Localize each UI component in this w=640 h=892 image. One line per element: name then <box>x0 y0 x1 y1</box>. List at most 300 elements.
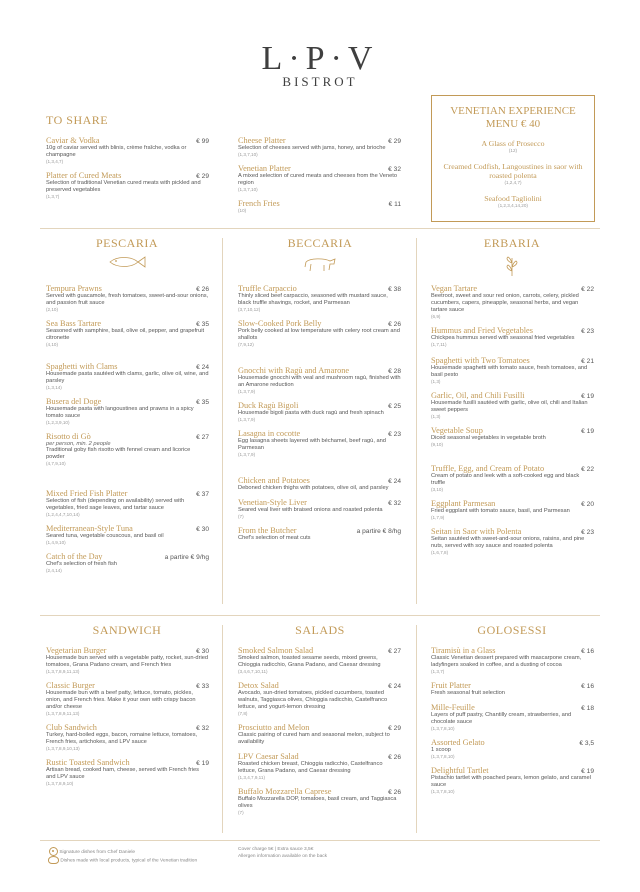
dish-description: Thinly sliced beef carpaccio, seasoned with mustard sauce, black truffle shavings, rocket, and Parmesan <box>238 293 388 306</box>
menu-item-row <box>238 752 401 761</box>
venetian-item <box>432 162 594 186</box>
venetian-item <box>432 194 594 209</box>
venetian-item-name: A Glass of Prosecco <box>481 139 545 148</box>
dish-name: Hummus and Fried Vegetables <box>431 326 533 335</box>
dish-name: Duck Ragù Bigoli <box>238 401 299 410</box>
golosessi-heading <box>422 623 602 638</box>
menu-item <box>238 752 401 781</box>
dish-price: € 30 <box>196 648 209 655</box>
dish-price: € 27 <box>388 648 401 655</box>
dish-price: € 30 <box>196 526 209 533</box>
menu-item <box>238 429 401 458</box>
dish-name: Sea Bass Tartare <box>46 319 102 328</box>
menu-item-row <box>431 646 594 655</box>
dish-name: Risotto di Gò <box>46 432 91 441</box>
dish-name: Assorted Gelato <box>431 738 485 747</box>
menu-item <box>46 524 209 546</box>
erbaria-title: ERBARIA <box>483 236 541 250</box>
menu-item-row <box>431 426 594 435</box>
menu-item <box>46 552 209 574</box>
dish-name: Club Sandwich <box>46 723 97 732</box>
menu-item-row <box>431 464 594 473</box>
dish-name: Mixed Fried Fish Platter <box>46 489 128 498</box>
menu-item-row <box>238 681 401 690</box>
menu-item <box>46 723 209 752</box>
dish-description: Chef's selection of fresh fish <box>46 561 117 567</box>
menu-item <box>46 432 209 467</box>
dish-description: A mixed selection of cured meats and cheeses from the Veneto region <box>238 173 398 186</box>
divider-col2 <box>416 238 417 604</box>
dish-description: Selection of traditional Venetian cured meats with pickled and preserved vegetables <box>46 180 201 193</box>
menu-item <box>431 703 594 732</box>
dish-allergens: (1,7,11) <box>431 342 447 347</box>
dish-description: Fried eggplant with tomato sauce, basil, and Parmesan <box>431 508 570 514</box>
divider-col1 <box>222 238 223 604</box>
golosessi-list <box>431 646 594 801</box>
menu-item-row <box>46 171 209 180</box>
menu-item-row <box>431 284 594 293</box>
sandwich-list <box>46 646 209 793</box>
dish-allergens: (1,6,7,8) <box>431 550 449 555</box>
dish-price: € 38 <box>388 286 401 293</box>
menu-item-row <box>46 432 209 441</box>
menu-item <box>431 464 594 493</box>
dish-allergens: (2,4,14) <box>46 568 62 573</box>
dish-price: € 16 <box>581 648 594 655</box>
menu-item-row <box>431 356 594 365</box>
dish-description: Chickpea hummus served with seasonal fried vegetables <box>431 335 575 341</box>
dish-allergens: (1,3,7) <box>46 194 60 199</box>
menu-item <box>431 391 594 420</box>
dish-allergens: (4,7,9,10) <box>46 461 66 466</box>
dish-allergens: (1,3,7,8,9,11,13) <box>46 669 80 674</box>
dish-name: Eggplant Parmesan <box>431 499 496 508</box>
dish-price: € 26 <box>388 321 401 328</box>
dish-description: Seared tuna, vegetable couscous, and basil oil <box>46 533 164 539</box>
dish-allergens: (4,10) <box>46 342 59 347</box>
divider-middle <box>40 615 600 616</box>
dish-name: Classic Burger <box>46 681 95 690</box>
dish-name: Prosciutto and Melon <box>238 723 310 732</box>
dish-name: Spaghetti with Two Tomatoes <box>431 356 530 365</box>
dish-price: € 19 <box>581 768 594 775</box>
venetian-item-allergens: (12) <box>508 148 518 153</box>
dish-name: French Fries <box>238 199 280 208</box>
dish-price: a partire € 8/hg <box>356 528 401 535</box>
footer-notes <box>238 847 327 860</box>
venetian-item <box>432 139 594 154</box>
divider-top <box>40 228 600 229</box>
dish-allergens: (1,3,7,8,10) <box>431 789 455 794</box>
beccaria-heading <box>230 236 410 273</box>
dish-price: € 26 <box>388 789 401 796</box>
dish-description: Housemade fusilli sautéed with garlic, olive oil, chili and Italian sweet peppers <box>431 400 588 413</box>
dish-serving-note: per person, min. 2 people <box>46 441 111 447</box>
menu-item-row <box>46 397 209 406</box>
menu-item-row <box>238 476 401 485</box>
menu-item <box>431 766 594 795</box>
dish-allergens: (1,3,7,8,9,10) <box>46 781 74 786</box>
menu-item-row <box>46 758 209 767</box>
dish-name: Seitan in Saor with Polenta <box>431 527 522 536</box>
menu-item <box>238 646 401 675</box>
dish-price: € 33 <box>196 683 209 690</box>
dish-description: Egg lasagna sheets layered with béchamel, beef ragù, and Parmesan <box>238 438 386 451</box>
menu-item <box>238 498 401 520</box>
menu-item-row <box>431 738 594 747</box>
venetian-experience-box <box>431 95 595 222</box>
menu-item-row <box>431 326 594 335</box>
dish-allergens: (7,8) <box>238 711 248 716</box>
dish-allergens: (1,3) <box>431 379 441 384</box>
menu-item-row <box>238 787 401 796</box>
dish-description: Beetroot, sweet and sour red onion, carrots, celery, pickled cucumbers, capers, pineapple, seasonal herbs, and vegan tartare sauce <box>431 293 579 313</box>
dish-price: € 25 <box>388 403 401 410</box>
menu-item-row <box>46 723 209 732</box>
to-share-right-column <box>238 136 401 220</box>
dish-price: € 3,5 <box>579 740 594 747</box>
dish-name: Platter of Cured Meats <box>46 171 122 180</box>
dish-description: Classic pairing of cured ham and seasonal melon, subject to availability <box>238 732 390 745</box>
pescaria-heading <box>37 236 217 269</box>
dish-description: Housemade bun with a beef patty, lettuce, tomato, pickles, onion, and French fries. Make it your own with crispy bacon and/or cheese <box>46 690 196 710</box>
menu-item-row <box>431 527 594 536</box>
menu-item-row <box>238 164 401 173</box>
dish-description: Turkey, hard-boiled eggs, bacon, romaine lettuce, tomatoes, French fries, artichokes, and LPV sauce <box>46 732 198 745</box>
menu-item <box>431 499 594 521</box>
venetian-items <box>432 139 594 209</box>
dish-name: Busera del Doge <box>46 397 102 406</box>
dish-allergens: (9,10) <box>431 442 444 447</box>
dish-allergens: (7) <box>238 810 244 815</box>
menu-item <box>431 527 594 556</box>
menu-item <box>46 319 209 348</box>
dish-description: 1 scoop <box>431 747 451 753</box>
menu-item-row <box>238 646 401 655</box>
dish-price: € 26 <box>388 754 401 761</box>
dish-description: Classic Venetian dessert prepared with mascarpone cream, ladyfingers soaked in coffee, and a dusting of cocoa <box>431 655 582 668</box>
menu-item-row <box>431 391 594 400</box>
menu-item <box>46 758 209 787</box>
menu-item <box>238 476 401 492</box>
logo-mark: L·P·V <box>261 40 379 77</box>
beccaria-list <box>238 284 401 548</box>
dish-price: € 23 <box>388 431 401 438</box>
dish-allergens: (1,3,4,7) <box>46 159 64 164</box>
menu-item <box>238 199 401 214</box>
dish-allergens: (1,3,7) <box>431 669 445 674</box>
dish-price: € 32 <box>388 166 401 173</box>
dish-price: € 29 <box>388 138 401 145</box>
dish-price: € 16 <box>581 683 594 690</box>
menu-item <box>431 426 594 448</box>
sandwich-title: SANDWICH <box>92 623 162 637</box>
menu-item <box>431 646 594 675</box>
dish-price: € 11 <box>388 201 401 208</box>
dish-name: Slow-Cooked Pork Belly <box>238 319 322 328</box>
fish-icon <box>107 255 147 269</box>
dish-allergens: (7,9,12) <box>238 342 254 347</box>
dish-price: € 19 <box>581 393 594 400</box>
dish-description: 10g of caviar served with blinis, crème fraîche, vodka or champagne <box>46 145 187 158</box>
footer-allergen-note: Allergen information available on the back <box>238 853 328 859</box>
dish-allergens: (1,7,9) <box>431 515 445 520</box>
venetian-title <box>432 105 594 131</box>
dish-allergens: (1,3,7,8,9,10,13) <box>46 746 80 751</box>
dish-allergens: (1,3,7,9) <box>238 452 256 457</box>
salads-title: SALADS <box>295 623 345 637</box>
dish-allergens: (1,3,14) <box>46 385 62 390</box>
menu-item-row <box>238 366 401 375</box>
menu-item-row <box>46 319 209 328</box>
dish-description: Deboned chicken thighs with potatoes, olive oil, and parsley <box>238 485 389 491</box>
dish-price: € 26 <box>196 286 209 293</box>
dish-allergens: (1,3,7,8,10) <box>431 754 455 759</box>
dish-name: Spaghetti with Clams <box>46 362 118 371</box>
dish-price: € 22 <box>581 466 594 473</box>
menu-item <box>431 326 594 348</box>
dish-price: € 22 <box>581 286 594 293</box>
menu-item-row <box>46 524 209 533</box>
menu-item-row <box>431 681 594 690</box>
menu-item-row <box>238 723 401 732</box>
dish-name: Garlic, Oil, and Chili Fusilli <box>431 391 525 400</box>
dish-price: € 21 <box>581 358 594 365</box>
dish-allergens: (3,10) <box>431 487 444 492</box>
menu-item-row <box>46 284 209 293</box>
golosessi-title: GOLOSESSI <box>477 623 547 637</box>
dish-name: Caviar & Vodka <box>46 136 100 145</box>
dish-price: a partire € 9/hg <box>164 554 209 561</box>
herb-icon <box>502 255 522 277</box>
dish-allergens: (1,4,9,10) <box>46 540 66 545</box>
dish-allergens: (7) <box>238 514 244 519</box>
dish-name: Tempura Prawns <box>46 284 102 293</box>
dish-allergens: (1,3,7,8,9,11,13) <box>46 711 80 716</box>
dish-price: € 23 <box>581 328 594 335</box>
dish-description: Pistachio tartlet with poached pears, lemon gelato, and caramel sauce <box>431 775 591 788</box>
menu-item <box>431 284 594 320</box>
dish-name: Fruit Platter <box>431 681 471 690</box>
erbaria-heading <box>422 236 602 277</box>
menu-item <box>238 319 401 348</box>
dish-allergens: (1,2,4,4,7,10,14) <box>46 512 80 517</box>
menu-item <box>238 401 401 423</box>
menu-item <box>431 681 594 697</box>
dish-price: € 28 <box>388 368 401 375</box>
dish-description: Pork belly cooked at low temperature with celery root cream and shallots <box>238 328 400 341</box>
dish-description: Served with guacamole, fresh tomatoes, sweet-and-sour onions, and passion fruit sauce <box>46 293 209 306</box>
footer-cover-charge: Cover charge 5€ | Extra sauce 3,5€ <box>238 847 314 852</box>
menu-item <box>46 681 209 717</box>
menu-item <box>431 738 594 760</box>
dish-description: Housemade pasta sautéed with clams, garlic, olive oil, wine, and parsley <box>46 371 209 384</box>
dish-description: Seasoned with samphire, basil, olive oil, pepper, and grapefruit citronette <box>46 328 205 341</box>
menu-item-row <box>46 646 209 655</box>
menu-item-row <box>431 766 594 775</box>
dish-allergens: (3,7,10,12) <box>238 307 261 312</box>
dish-description: Roasted chicken breast, Chioggia radicchio, Castelfranco lettuce, Grana Padano, and Caesar dressing <box>238 761 383 774</box>
dish-description: Diced seasonal vegetables in vegetable broth <box>431 435 546 441</box>
footer-legend-local: Dishes made with local products, typical of the Venetian tradition <box>60 858 198 864</box>
logo <box>0 40 640 90</box>
menu-item-row <box>431 703 594 712</box>
dish-description: Seared veal liver with braised onions and roasted polenta <box>238 507 383 513</box>
dish-description: Chef's selection of meat cuts <box>238 535 311 541</box>
salads-heading <box>230 623 410 638</box>
divider-bottom <box>40 840 600 841</box>
local-product-icon <box>48 856 59 864</box>
menu-item <box>238 526 401 542</box>
menu-item <box>238 787 401 816</box>
dish-allergens: (1,3,7,10) <box>238 187 258 192</box>
dish-description: Selection of cheeses served with jams, honey, and brioche <box>238 145 386 151</box>
signature-icon <box>49 847 58 856</box>
to-share-left-column <box>46 136 209 206</box>
dish-description: Housemade pasta with langoustines and prawns in a spicy tomato sauce <box>46 406 194 419</box>
erbaria-list <box>431 284 594 562</box>
dish-name: From the Butcher <box>238 526 297 535</box>
menu-item <box>46 646 209 675</box>
menu-item <box>46 397 209 426</box>
venetian-item-allergens: (1,2,4,7) <box>504 180 522 185</box>
dish-price: € 29 <box>388 725 401 732</box>
menu-item <box>46 171 209 200</box>
dish-allergens: (1,3,7,10) <box>238 152 258 157</box>
dish-name: Tiramisù in a Glass <box>431 646 496 655</box>
dish-price: € 24 <box>388 478 401 485</box>
sandwich-heading <box>37 623 217 638</box>
menu-item <box>46 489 209 518</box>
menu-item <box>46 284 209 313</box>
dish-price: € 19 <box>196 760 209 767</box>
dish-price: € 23 <box>581 529 594 536</box>
menu-item <box>431 356 594 385</box>
menu-item <box>46 136 209 165</box>
menu-item-row <box>46 136 209 145</box>
dish-price: € 24 <box>196 364 209 371</box>
dish-description: Seitan sautéed with sweet-and-sour onions, raisins, and pine nuts, served with soy sauce and roasted polenta <box>431 536 585 549</box>
logo-subtitle: BISTROT <box>282 74 358 89</box>
dish-name: Detox Salad <box>238 681 279 690</box>
dish-price: € 37 <box>196 491 209 498</box>
menu-item <box>238 136 401 158</box>
venetian-title-line2: MENU € 40 <box>485 118 541 130</box>
dish-name: Vegan Tartare <box>431 284 478 293</box>
menu-item-row <box>238 498 401 507</box>
menu-item-row <box>46 681 209 690</box>
beccaria-title: BECCARIA <box>287 236 353 250</box>
dish-description: Housemade gnocchi with veal and mushroom ragù, finished with an Amarone reduction <box>238 375 401 388</box>
divider-col3 <box>222 625 223 833</box>
dish-name: Vegetarian Burger <box>46 646 107 655</box>
dish-description: Fresh seasonal fruit selection <box>431 690 505 696</box>
menu-item <box>238 284 401 313</box>
dish-name: Truffle, Egg, and Cream of Potato <box>431 464 545 473</box>
dish-price: € 29 <box>196 173 209 180</box>
dish-name: Mediterranean-Style Tuna <box>46 524 133 533</box>
menu-item <box>238 681 401 717</box>
divider-col4 <box>416 625 417 833</box>
menu-item-row <box>431 499 594 508</box>
menu-item-row <box>238 401 401 410</box>
dish-name: Mille-Feuille <box>431 703 475 712</box>
menu-item <box>46 362 209 391</box>
dish-price: € 35 <box>196 399 209 406</box>
dish-name: Venetian-Style Liver <box>238 498 307 507</box>
dish-price: € 27 <box>196 434 209 441</box>
dish-allergens: (1,3,4,7,9,11) <box>238 775 265 780</box>
venetian-title-line1: VENETIAN EXPERIENCE <box>450 105 576 117</box>
dish-name: LPV Caesar Salad <box>238 752 299 761</box>
menu-item <box>238 164 401 193</box>
pescaria-title: PESCARIA <box>95 236 158 250</box>
dish-description: Housemade bun served with a vegetable patty, rocket, sun-dried tomatoes, Grana Padano cream, and French fries <box>46 655 209 668</box>
dish-name: Smoked Salmon Salad <box>238 646 314 655</box>
dish-name: Buffalo Mozzarella Caprese <box>238 787 332 796</box>
dish-description: Selection of fish (depending on availability) served with vegetables, fried sage leaves, and tartar sauce <box>46 498 185 511</box>
venetian-item-name: Seafood Tagliolini <box>484 194 542 203</box>
venetian-item-allergens: (1,2,3,4,14,20) <box>498 203 528 208</box>
menu-item-row <box>238 136 401 145</box>
dish-name: Vegetable Soup <box>431 426 483 435</box>
dish-name: Delightful Tartlet <box>431 766 489 775</box>
dish-name: Venetian Platter <box>238 164 291 173</box>
dish-price: € 18 <box>581 705 594 712</box>
dish-name: Gnocchi with Ragù and Amarone <box>238 366 350 375</box>
dish-description: Buffalo Mozzarella DOP, tomatoes, basil cream, and Taggiasca olives <box>238 796 397 809</box>
menu-item <box>238 366 401 395</box>
dish-allergens: (1,3) <box>431 414 441 419</box>
dish-price: € 19 <box>581 428 594 435</box>
dish-description: Avocado, sun-dried tomatoes, pickled cucumbers, toasted walnuts, Taggiasca olives, Chioggia radicchio, Castelfranco lettuce, and yogurt-lemon dressing <box>238 690 388 710</box>
dish-price: € 99 <box>196 138 209 145</box>
dish-price: € 35 <box>196 321 209 328</box>
menu-item-row <box>238 526 401 535</box>
dish-description: Housemade bigoli pasta with duck ragù and fresh spinach <box>238 410 384 416</box>
dish-description: Smoked salmon, toasted sesame seeds, mixed greens, Chioggia radicchio, Grana Padano, and Caesar dressing <box>238 655 381 668</box>
dish-description: Layers of puff pastry, Chantilly cream, strawberries, and chocolate sauce <box>431 712 572 725</box>
dish-name: Rustic Toasted Sandwich <box>46 758 130 767</box>
menu-item-row <box>238 199 401 208</box>
menu-item-row <box>238 284 401 293</box>
bull-icon <box>302 255 338 273</box>
menu-item <box>238 723 401 746</box>
dish-allergens: (3,4,6,7,10,11) <box>238 669 268 674</box>
to-share-title: TO SHARE <box>46 113 109 127</box>
dish-allergens: (10) <box>238 208 247 213</box>
dish-allergens: (1,2,3,9,10) <box>46 420 70 425</box>
dish-description: Artisan bread, cooked ham, cheese, served with French fries and LPV sauce <box>46 767 200 780</box>
dish-name: Cheese Platter <box>238 136 286 145</box>
pescaria-list <box>46 284 209 580</box>
dish-allergens: (1,3,7,9) <box>238 417 256 422</box>
menu-item-row <box>46 552 209 561</box>
dish-allergens: (6,9) <box>431 314 441 319</box>
dish-description: Traditional goby fish risotto with fennel cream and licorice powder <box>46 447 191 460</box>
footer-legend-signature: Signature dishes from Chef Daniele <box>59 849 136 855</box>
dish-allergens: (1,3,7,8,10) <box>431 726 455 731</box>
menu-item-row <box>238 429 401 438</box>
salads-list <box>238 646 401 822</box>
dish-name: Truffle Carpaccio <box>238 284 297 293</box>
venetian-item-name: Creamed Codfish, Langoustines in saor with roasted polenta <box>443 162 583 180</box>
dish-price: € 20 <box>581 501 594 508</box>
dish-name: Lasagna in cocotte <box>238 429 301 438</box>
dish-allergens: (1,3,7,9) <box>238 389 256 394</box>
dish-description: Housemade spaghetti with tomato sauce, fresh tomatoes, and basil pesto <box>431 365 588 378</box>
footer-legend <box>46 847 197 865</box>
